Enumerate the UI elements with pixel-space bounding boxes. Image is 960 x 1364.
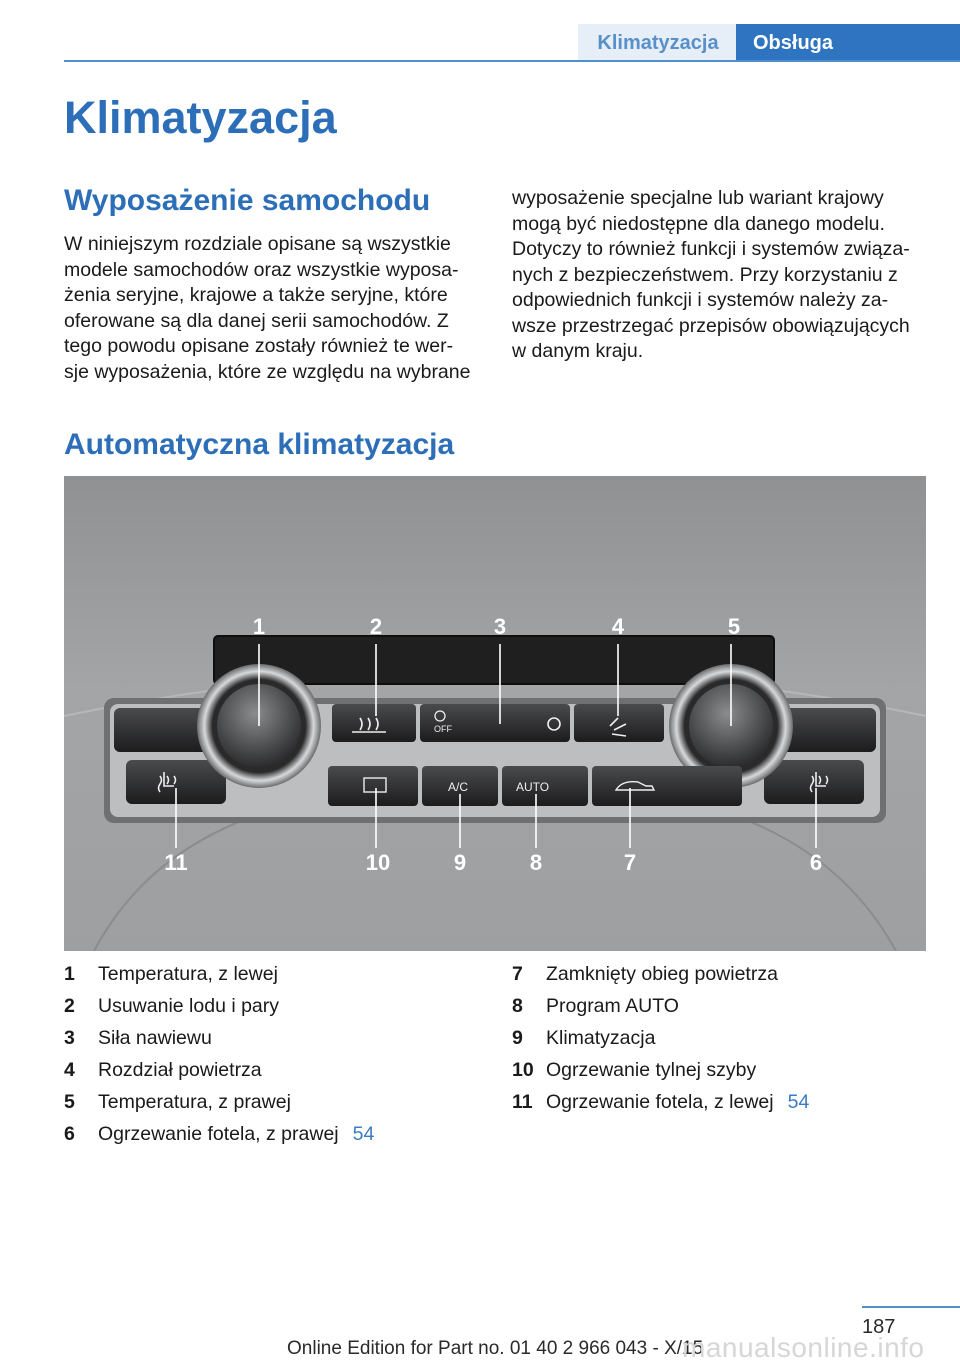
legend-text: Klimatyzacja [546,1027,656,1049]
callout-10: 10 [365,850,391,875]
legend-text: Zamknięty obieg powietrza [546,963,778,985]
text-line: odpowiednich funkcji i systemów należy za‐ [512,289,889,311]
page-title: Klimatyzacja [64,92,337,143]
text-line: wyposażenie specjalne lub wariant krajowy [512,187,884,209]
legend-number: 3 [64,1027,75,1049]
legend-number: 5 [64,1091,75,1113]
text-line: tego powodu opisane zostały również te wer‐ [64,335,454,357]
legend-text: Ogrzewanie fotela, z prawej [98,1123,339,1145]
text-line: oferowane są dla danej serii samochodów. Z [64,309,449,332]
section-heading-equipment: Wyposażenie samochodu [64,184,431,217]
footer-rule [862,1306,960,1308]
text-line: nych z bezpieczeństwem. Przy korzystaniu z [512,263,898,286]
legend-text: Program AUTO [546,995,679,1017]
legend-text: Ogrzewanie tylnej szyby [546,1059,757,1081]
legend-item [512,990,932,1022]
legend-number: 10 [512,1059,534,1081]
section-heading-auto-climate: Automatyczna klimatyzacja [64,428,455,461]
page-number: 187 [862,1316,896,1338]
legend-item [64,1054,484,1086]
legend-text: Ogrzewanie fotela, z lewej [546,1091,774,1113]
callout-8: 8 [529,850,543,875]
display-strip [214,636,774,684]
legend-item [64,1022,484,1054]
legend-number: 9 [512,1027,523,1049]
legend-number: 11 [512,1091,533,1113]
fan-off-label: OFF [434,724,452,734]
legend-item [512,1054,932,1086]
legend-text: Temperatura, z prawej [98,1091,291,1113]
legend-item [64,1118,484,1150]
text-line: modele samochodów oraz wszystkie wyposa‐ [64,258,459,281]
legend-number: 1 [64,963,75,985]
legend-item [512,1086,932,1118]
legend-item [64,958,484,990]
climate-control-panel-figure [64,476,926,951]
callout-3: 3 [493,614,507,639]
text-line: mogą być niedostępne dla danego modelu. [512,212,885,235]
callout-11: 11 [164,850,188,875]
legend-number: 6 [64,1123,75,1145]
text-line: wsze przestrzegać przepisów obowiązujących [512,314,910,337]
rear-window-heat-button[interactable] [328,766,418,806]
legend-item [512,1022,932,1054]
legend-number: 8 [512,995,523,1017]
auto-label: AUTO [516,780,550,794]
callout-7: 7 [623,850,637,875]
legend-item [64,1086,484,1118]
intro-text-left [64,232,480,385]
callout-9: 9 [453,850,467,875]
callout-4: 4 [611,614,625,639]
legend-text: Temperatura, z lewej [98,963,278,985]
footer-edition: Online Edition for Part no. 01 40 2 966 043 - X/15 [287,1338,704,1359]
legend-number: 4 [64,1059,75,1081]
header-chapter-tab: Obsługa [736,24,960,62]
recirculation-button[interactable] [592,766,742,806]
text-line: w danym kraju. [512,340,644,362]
legend-number: 2 [64,995,75,1017]
legend-list-right [512,958,932,1118]
legend-list-left [64,958,484,1150]
intro-text-right [512,186,928,365]
text-line: Dotyczy to również funkcji i systemów związa‐ [512,238,910,260]
text-line: sje wyposażenia, które ze względu na wybrane [64,360,471,383]
air-distribution-button[interactable] [574,704,664,742]
seat-heat-right-button[interactable] [764,760,864,804]
legend-text: Rozdział powietrza [98,1059,262,1081]
legend-number: 7 [512,963,523,985]
callout-6: 6 [809,850,823,875]
header-rule [64,60,960,62]
legend-text: Siła nawiewu [98,1027,212,1049]
page-ref-link[interactable]: 54 [787,1091,810,1113]
defrost-button[interactable] [332,704,416,742]
legend-item [512,958,932,990]
header-section-tab: Klimatyzacja [578,24,738,60]
callout-2: 2 [369,614,383,639]
legend-text: Usuwanie lodu i pary [98,995,280,1017]
page-ref-link[interactable]: 54 [352,1123,375,1145]
callout-5: 5 [727,614,741,639]
text-line: W niniejszym rozdziale opisane są wszystkie [64,233,451,255]
text-line: żenia seryjne, krajowe a także seryjne, które [64,284,448,306]
ac-label: A/C [448,780,469,794]
legend-item [64,990,484,1022]
callout-1: 1 [252,614,266,639]
watermark: manualsonline.info [682,1332,925,1363]
